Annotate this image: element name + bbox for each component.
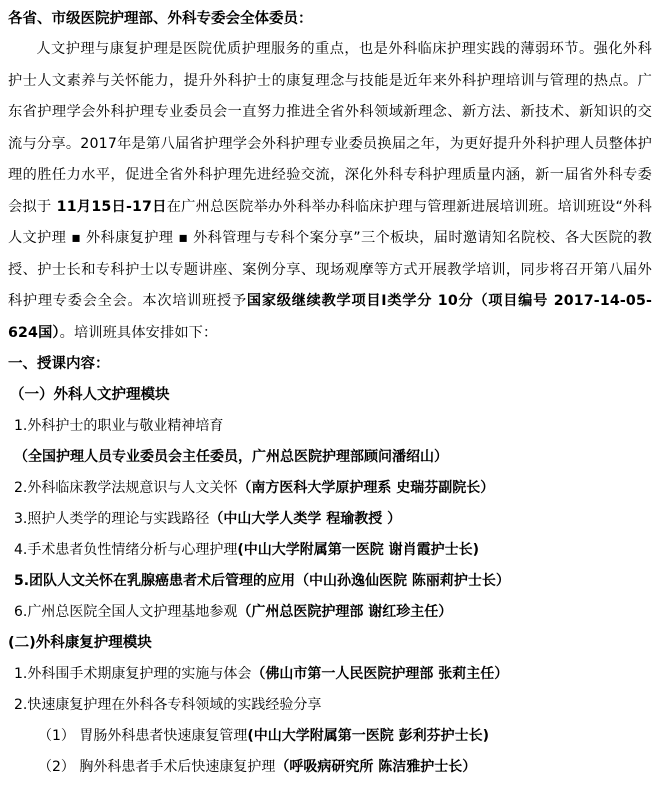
list-item (8, 411, 652, 473)
list-item (8, 597, 652, 628)
item-text: 1.外科护士的职业与敬业精神培育 (14, 418, 224, 434)
item-text: 6.广州总医院全国人文护理基地参观 (14, 604, 238, 620)
training-date: 11月15日-17日 (51, 198, 167, 215)
intro-text-1: 人文护理与康复护理是医院优质护理服务的重点，也是外科临床护理实践的薄弱环节。强化外科护士人文素养与关怀能力，提升外科护士的康复理念与技能是近年来外科护理培训与管理的热点。广东省护理学会外科护理专业委员会一直努力推进全省外科领域新理念、新方法、新技术、新知识的交流与分享。2017年是第八届省护理学会外科护理专业委员换届之年，为更好提升外科护理人员整体护理的胜任力水平，促进全省外科护理先进经验交流，深化外科专科护理质量内涵，新一届省外科专委会拟于 (8, 41, 652, 215)
item-text: 4.手术患者负性情绪分析与心理护理 (14, 542, 238, 558)
item-text: 1.外科围手术期康复护理的实施与体会 (14, 666, 252, 682)
list-item (8, 535, 652, 566)
item-speaker: （中山大学人类学 程瑜教授 ） (209, 511, 402, 527)
subitem-text: （2） 胸外科患者手术后快速康复护理 (38, 759, 276, 775)
intro-text-2: 在广州总医院举办外科举办科临床护理与管理新进展培训班。培训班设“外科人文护理 ▪ 外科康复护理 ▪ 外科管理与专科个案分享”三个板块，届时邀请知名院校、各大医院的教授、护士长和专科护士以专题讲座、案例分享、现场观摩等方式开展教学培训，同步将召开第八届外科护理专委会全会。本次培训班授予 (8, 198, 652, 309)
subitem-speaker: （呼吸病研究所 陈洁雅护士长） (275, 759, 477, 775)
list-item (8, 473, 652, 504)
section-title: 一、授课内容： (8, 356, 110, 372)
subitem-text: （1） 胃肠外科患者快速康复管理 (38, 728, 248, 744)
greeting: 各省、市级医院护理部、外科专委会全体委员： (8, 11, 313, 27)
item-speaker: （广州总医院护理部 谢红珍主任） (237, 604, 453, 620)
item-text: 3.照护人类学的理论与实践路径 (14, 511, 210, 527)
module2-title: (二)外科康复护理模块 (8, 635, 152, 651)
item-speaker: （佛山市第一人民医院护理部 张莉主任） (251, 666, 509, 682)
item-speaker: (中山大学附属第一医院 谢肖霞护士长) (237, 542, 480, 558)
list-item (8, 566, 652, 597)
sub-list-item (8, 721, 652, 752)
list-item (8, 504, 652, 535)
subitem-speaker: (中山大学附属第一医院 彭利芬护士长) (247, 728, 490, 744)
item-speaker: （全国护理人员专业委员会主任委员，广州总医院护理部顾问潘绍山） (14, 449, 448, 465)
list-item (8, 659, 652, 690)
item-text: 2.外科临床教学法规意识与人文关怀 (14, 480, 238, 496)
item-text: 5.团队人文关怀在乳腺癌患者术后管理的应用 (14, 573, 296, 589)
module1-title: （一）外科人文护理模块 (10, 387, 170, 403)
sub-list-item (8, 752, 652, 783)
credit-info: 国家级继续教学项目Ⅰ类学分 10分（项目编号 2017-14-05-624国） (8, 293, 653, 341)
item-speaker: （中山孙逸仙医院 陈丽莉护士长） (295, 573, 510, 589)
item-speaker: （南方医科大学原护理系 史瑞芬副院长） (237, 480, 495, 496)
list-item (8, 690, 652, 721)
intro-text-3: 。培训班具体安排如下： (59, 324, 218, 341)
intro-paragraph (8, 34, 652, 349)
item-text: 2.快速康复护理在外科各专科领域的实践经验分享 (14, 697, 322, 713)
